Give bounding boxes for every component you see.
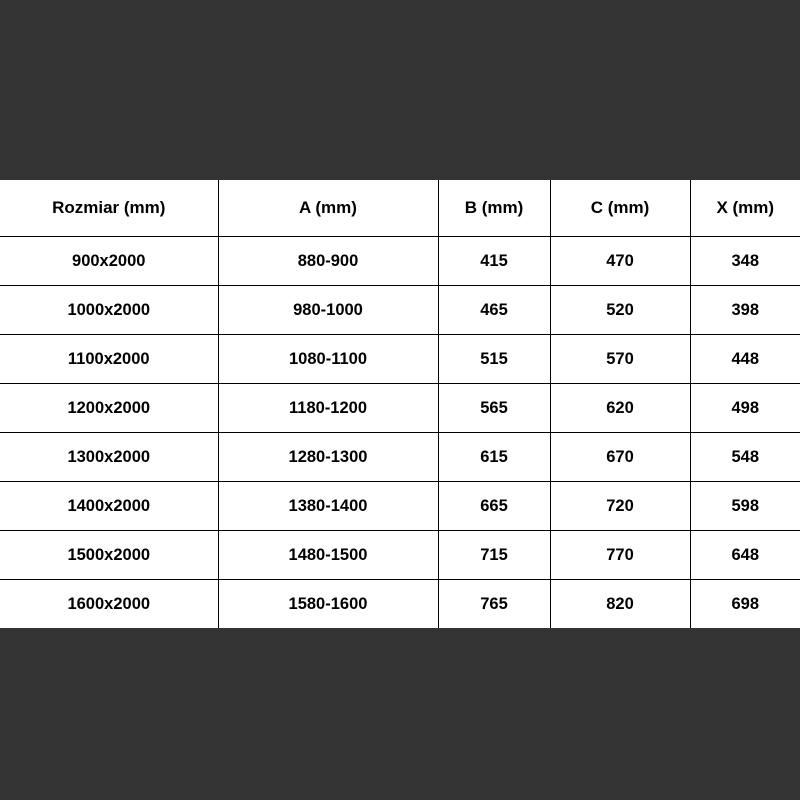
cell-c: 720 xyxy=(550,482,690,531)
cell-c: 770 xyxy=(550,531,690,580)
cell-c: 570 xyxy=(550,335,690,384)
table-row xyxy=(0,580,800,629)
cell-size: 1400x2000 xyxy=(0,482,218,531)
cell-b: 765 xyxy=(438,580,550,629)
table-row xyxy=(0,335,800,384)
cell-size: 1500x2000 xyxy=(0,531,218,580)
table-header xyxy=(0,180,800,237)
cell-a: 980-1000 xyxy=(218,286,438,335)
table-row xyxy=(0,237,800,286)
table-row xyxy=(0,384,800,433)
cell-size: 1200x2000 xyxy=(0,384,218,433)
cell-b: 415 xyxy=(438,237,550,286)
cell-x: 698 xyxy=(690,580,800,629)
cell-b: 515 xyxy=(438,335,550,384)
column-header-a: A (mm) xyxy=(218,180,438,237)
cell-size: 1600x2000 xyxy=(0,580,218,629)
cell-x: 348 xyxy=(690,237,800,286)
table-header-row xyxy=(0,180,800,237)
cell-size: 1300x2000 xyxy=(0,433,218,482)
cell-c: 470 xyxy=(550,237,690,286)
cell-size: 900x2000 xyxy=(0,237,218,286)
table-row xyxy=(0,482,800,531)
table-row xyxy=(0,433,800,482)
column-header-b: B (mm) xyxy=(438,180,550,237)
cell-x: 648 xyxy=(690,531,800,580)
cell-x: 498 xyxy=(690,384,800,433)
cell-size: 1100x2000 xyxy=(0,335,218,384)
table-row xyxy=(0,531,800,580)
cell-c: 820 xyxy=(550,580,690,629)
cell-x: 598 xyxy=(690,482,800,531)
column-header-c: C (mm) xyxy=(550,180,690,237)
cell-b: 715 xyxy=(438,531,550,580)
table-row xyxy=(0,286,800,335)
table-body xyxy=(0,237,800,629)
cell-x: 448 xyxy=(690,335,800,384)
cell-x: 398 xyxy=(690,286,800,335)
cell-a: 1380-1400 xyxy=(218,482,438,531)
column-header-size: Rozmiar (mm) xyxy=(0,180,218,237)
cell-x: 548 xyxy=(690,433,800,482)
cell-c: 670 xyxy=(550,433,690,482)
cell-b: 465 xyxy=(438,286,550,335)
cell-a: 1580-1600 xyxy=(218,580,438,629)
cell-size: 1000x2000 xyxy=(0,286,218,335)
cell-b: 665 xyxy=(438,482,550,531)
cell-b: 565 xyxy=(438,384,550,433)
cell-b: 615 xyxy=(438,433,550,482)
cell-a: 1180-1200 xyxy=(218,384,438,433)
size-table xyxy=(0,180,800,628)
size-table-panel xyxy=(0,180,800,617)
cell-a: 1480-1500 xyxy=(218,531,438,580)
cell-c: 520 xyxy=(550,286,690,335)
cell-c: 620 xyxy=(550,384,690,433)
column-header-x: X (mm) xyxy=(690,180,800,237)
cell-a: 1080-1100 xyxy=(218,335,438,384)
cell-a: 1280-1300 xyxy=(218,433,438,482)
cell-a: 880-900 xyxy=(218,237,438,286)
